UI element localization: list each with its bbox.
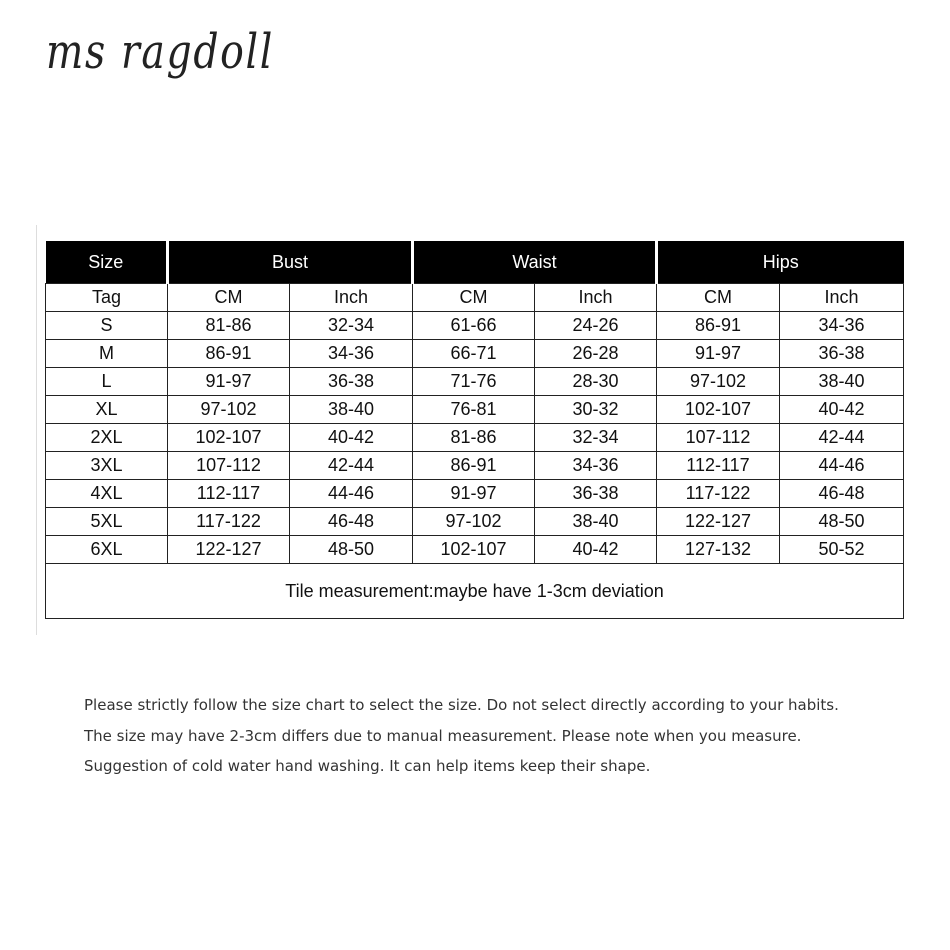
subheader-cell: CM	[168, 284, 290, 312]
table-subheader-row	[46, 284, 904, 312]
table-cell: XL	[46, 396, 168, 424]
table-cell: 34-36	[535, 452, 657, 480]
table-cell: 81-86	[413, 424, 535, 452]
table-row	[46, 452, 904, 480]
table-cell: 36-38	[290, 368, 413, 396]
table-cell: 91-97	[413, 480, 535, 508]
table-row	[46, 340, 904, 368]
table-cell: 117-122	[657, 480, 780, 508]
table-cell: 76-81	[413, 396, 535, 424]
table-cell: 38-40	[780, 368, 904, 396]
table-cell: 86-91	[168, 340, 290, 368]
table-cell: 46-48	[780, 480, 904, 508]
table-row	[46, 312, 904, 340]
table-cell: 122-127	[657, 508, 780, 536]
table-cell: 44-46	[290, 480, 413, 508]
table-cell: 32-34	[290, 312, 413, 340]
instructions-list	[84, 690, 839, 782]
table-cell: 97-102	[413, 508, 535, 536]
table-header-row	[46, 241, 904, 284]
table-cell: 34-36	[780, 312, 904, 340]
table-cell: 86-91	[413, 452, 535, 480]
table-row	[46, 508, 904, 536]
table-cell: 97-102	[168, 396, 290, 424]
table-cell: 24-26	[535, 312, 657, 340]
table-cell: 4XL	[46, 480, 168, 508]
instruction-line: The size may have 2-3cm differs due to manual measurement. Please note when you measure.	[84, 726, 802, 745]
table-cell: S	[46, 312, 168, 340]
size-chart-table	[45, 241, 904, 619]
table-cell: 42-44	[780, 424, 904, 452]
table-cell: 127-132	[657, 536, 780, 564]
subheader-cell: CM	[657, 284, 780, 312]
table-cell: 28-30	[535, 368, 657, 396]
table-cell: 36-38	[535, 480, 657, 508]
table-cell: 50-52	[780, 536, 904, 564]
header-bust: Bust	[168, 241, 413, 284]
instruction-line: Please strictly follow the size chart to select the size. Do not select directly according to your habits.	[84, 696, 839, 714]
table-cell: 91-97	[168, 368, 290, 396]
table-cell: M	[46, 340, 168, 368]
table-cell: 66-71	[413, 340, 535, 368]
table-cell: 61-66	[413, 312, 535, 340]
table-cell: 97-102	[657, 368, 780, 396]
table-cell: 2XL	[46, 424, 168, 452]
measurement-note: Tile measurement:maybe have 1-3cm deviation	[46, 564, 904, 619]
subheader-cell: Inch	[535, 284, 657, 312]
table-cell: 40-42	[290, 424, 413, 452]
table-cell: 102-107	[168, 424, 290, 452]
divider	[36, 225, 37, 635]
table-cell: 44-46	[780, 452, 904, 480]
table-cell: 26-28	[535, 340, 657, 368]
table-cell: 40-42	[780, 396, 904, 424]
subheader-cell: Tag	[46, 284, 168, 312]
table-cell: 81-86	[168, 312, 290, 340]
table-cell: 36-38	[780, 340, 904, 368]
table-row	[46, 424, 904, 452]
table-cell: 48-50	[290, 536, 413, 564]
header-hips: Hips	[657, 241, 904, 284]
table-cell: 46-48	[290, 508, 413, 536]
table-cell: 32-34	[535, 424, 657, 452]
subheader-cell: Inch	[290, 284, 413, 312]
header-waist: Waist	[413, 241, 657, 284]
table-cell: 107-112	[657, 424, 780, 452]
table-cell: 40-42	[535, 536, 657, 564]
table-cell: 91-97	[657, 340, 780, 368]
table-cell: 38-40	[290, 396, 413, 424]
table-cell: 112-117	[168, 480, 290, 508]
table-cell: 102-107	[657, 396, 780, 424]
subheader-cell: Inch	[780, 284, 904, 312]
table-cell: 34-36	[290, 340, 413, 368]
table-cell: 112-117	[657, 452, 780, 480]
table-cell: 71-76	[413, 368, 535, 396]
instruction-line: Suggestion of cold water hand washing. It can help items keep their shape.	[84, 757, 651, 775]
table-cell: 42-44	[290, 452, 413, 480]
brand-logo: ms ragdoll	[46, 24, 274, 80]
table-row	[46, 396, 904, 424]
table-cell: L	[46, 368, 168, 396]
table-cell: 5XL	[46, 508, 168, 536]
table-row	[46, 536, 904, 564]
table-cell: 48-50	[780, 508, 904, 536]
table-cell: 38-40	[535, 508, 657, 536]
table-cell: 3XL	[46, 452, 168, 480]
table-cell: 30-32	[535, 396, 657, 424]
table-cell: 102-107	[413, 536, 535, 564]
table-cell: 122-127	[168, 536, 290, 564]
table-row	[46, 368, 904, 396]
table-cell: 107-112	[168, 452, 290, 480]
header-size: Size	[46, 241, 168, 284]
table-row	[46, 480, 904, 508]
table-note-row	[46, 564, 904, 619]
subheader-cell: CM	[413, 284, 535, 312]
table-cell: 117-122	[168, 508, 290, 536]
table-cell: 86-91	[657, 312, 780, 340]
table-cell: 6XL	[46, 536, 168, 564]
